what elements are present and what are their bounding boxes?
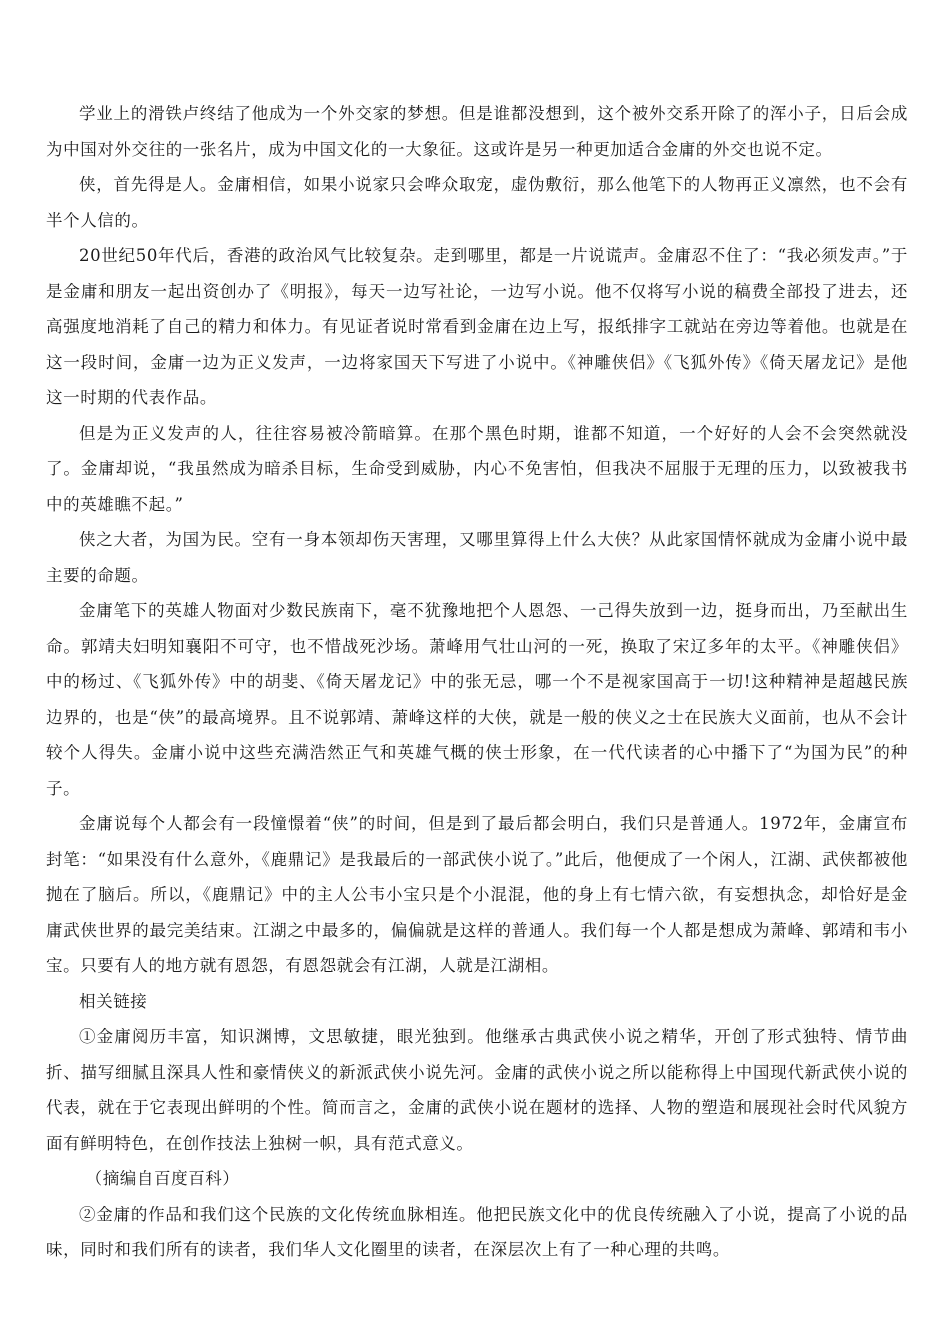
related-links-label: 相关链接 [79, 991, 148, 1011]
paragraph: 金庸笔下的英雄人物面对少数民族南下，毫不犹豫地把个人恩怨、一己得失放到一边，挺身而出，乃至献出生命。郭靖夫妇明知襄阳不可守，也不惜战死沙场。萧峰用气壮山河的一死，换取了宋辽多年的太平。《神雕侠侣》中的杨过、《飞狐外传》中的胡斐、《倚天屠龙记》中的张无忌，哪一个不是视家国高于一切!这种精神是超越民族边界的，也是“侠”的最高境界。且不说郭靖、萧峰这样的大侠，就是一般的侠义之士在民族大义面前，也从不会计较个人得失。金庸小说中这些充满浩然正气和英雄气概的侠士形象，在一代代读者的心中播下了“为国为民”的种子。 [46, 601, 908, 798]
source-note: （摘编自百度百科） [85, 1169, 240, 1188]
paragraph: 金庸说每个人都会有一段憧憬着“侠”的时间，但是到了最后都会明白，我们只是普通人。1972年，金庸宣布封笔：“如果没有什么意外，《鹿鼎记》是我最后的一部武侠小说了。”此后，他便成了一个闲人，江湖、武侠都被他抛在了脑后。所以，《鹿鼎记》中的主人公韦小宝只是个小混混，他的身上有七情六欲，有妄想执念，却恰好是金庸武侠世界的最完美结束。江湖之中最多的，偏偏就是这样的普通人。我们每一个人都是想成为萧峰、郭靖和韦小宝。只要有人的地方就有恩怨，有恩怨就会有江湖，人就是江湖相。 [46, 814, 908, 975]
paragraph: 侠，首先得是人。金庸相信，如果小说家只会哗众取宠，虚伪敷衍，那么他笔下的人物再正义凛然，也不会有半个人信的。 [46, 175, 908, 230]
paragraph: 20世纪50年代后，香港的政治风气比较复杂。走到哪里，都是一片说谎声。金庸忍不住了：“我必须发声。”于是金庸和朋友一起出资创办了《明报》，每天一边写社论，一边写小说。他不仅将写小说的稿费全部投了进去，还高强度地消耗了自己的精力和体力。有见证者说时常看到金庸在边上写，报纸排字工就站在旁边等着他。也就是在这一段时间，金庸一边为正义发声，一边将家国天下写进了小说中。《神雕侠侣》《飞狐外传》《倚天屠龙记》是他这一时期的代表作品。 [46, 246, 908, 407]
paragraph: 学业上的滑铁卢终结了他成为一个外交家的梦想。但是谁都没想到，这个被外交系开除了的浑小子，日后会成为中国对外交往的一张名片，成为中国文化的一大象征。这或许是另一种更加适合金庸的外交也说不定。 [46, 104, 908, 159]
related-link-item: ②金庸的作品和我们这个民族的文化传统血脉相连。他把民族文化中的优良传统融入了小说，提高了小说的品味，同时和我们所有的读者，我们华人文化圈里的读者，在深层次上有了一种心理的共鸣。 [46, 1204, 908, 1259]
article-body [46, 96, 908, 1268]
paragraph: 但是为正义发声的人，往往容易被冷箭暗算。在那个黑色时期，谁都不知道，一个好好的人会不会突然就没了。金庸却说，“我虽然成为暗杀目标，生命受到威胁，内心不免害怕，但我决不屈服于无理的压力，以致被我书中的英雄瞧不起。” [46, 423, 908, 514]
paragraph: 侠之大者，为国为民。空有一身本领却伤天害理，又哪里算得上什么大侠？从此家国情怀就成为金庸小说中最主要的命题。 [46, 530, 908, 585]
related-link-item: ①金庸阅历丰富，知识渊博，文思敏捷，眼光独到。他继承古典武侠小说之精华，开创了形式独特、情节曲折、描写细腻且深具人性和豪情侠义的新派武侠小说先河。金庸的武侠小说之所以能称得上中国现代新武侠小说的代表，就在于它表现出鲜明的个性。简而言之，金庸的武侠小说在题材的选择、人物的塑造和展现社会时代风貌方面有鲜明特色，在创作技法上独树一帜，具有范式意义。 [46, 1027, 908, 1153]
